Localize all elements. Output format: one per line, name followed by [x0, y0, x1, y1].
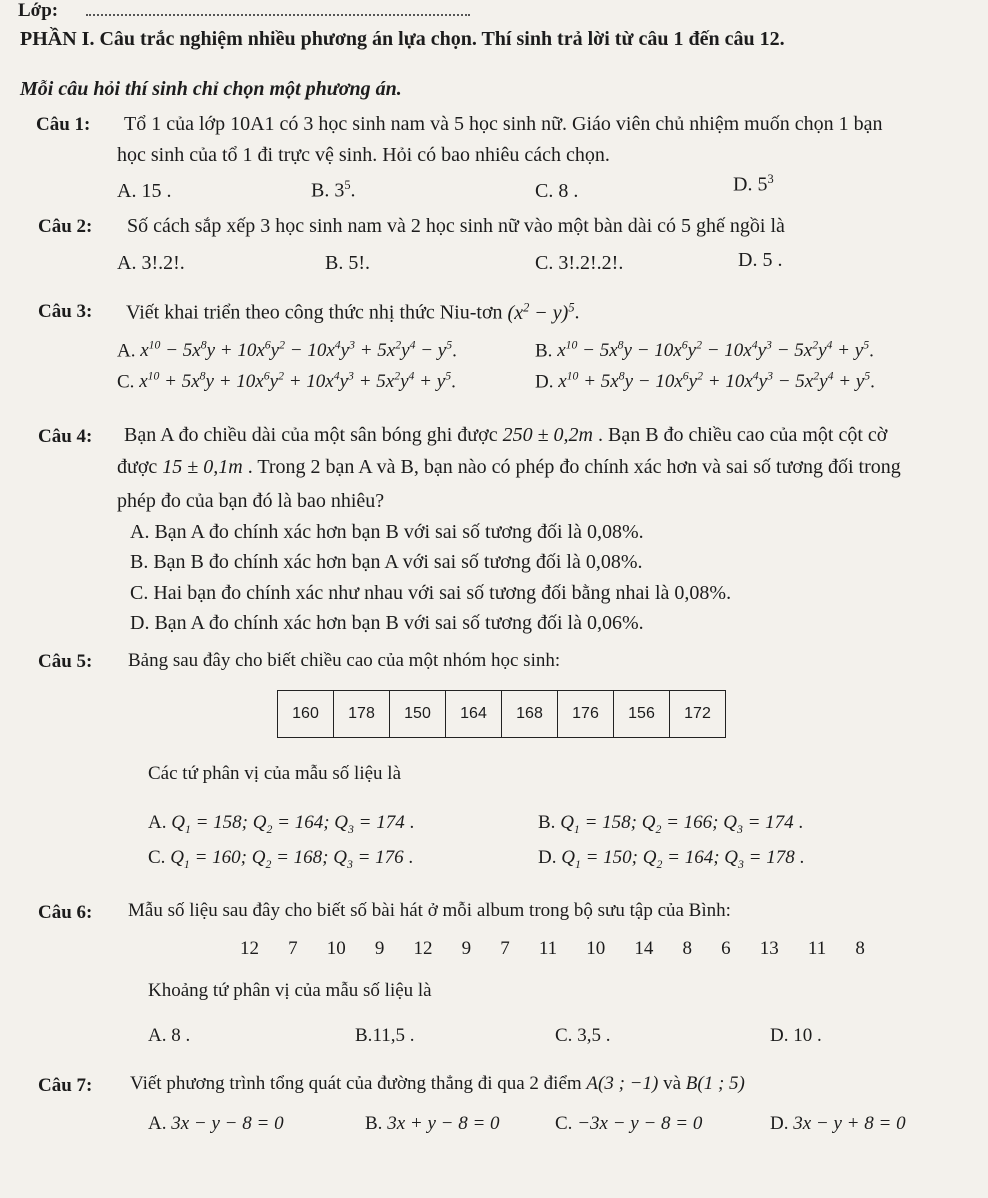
data-value: 8 — [855, 938, 865, 959]
q6-option-c: C. 3,5 . — [555, 1025, 611, 1046]
q6-option-a: A. 8 . — [148, 1025, 191, 1046]
table-cell: 156 — [614, 691, 670, 738]
table-cell: 164 — [446, 691, 502, 738]
q2-option-c: C. 3!.2!.2!. — [535, 252, 624, 274]
table-cell: 160 — [278, 691, 334, 738]
data-value: 11 — [807, 938, 827, 959]
part-subtitle: Mỗi câu hỏi thí sinh chỉ chọn một phương án. — [20, 78, 402, 100]
q7-option-a: A. 3x − y − 8 = 0 — [148, 1113, 284, 1134]
data-value: 12 — [240, 938, 259, 959]
q3-label: Câu 3: — [38, 301, 93, 322]
q5-option-c: C. $Q_1 = 160$; $Q_2 = 168$; $Q_3 = 176$ . — [148, 847, 414, 871]
data-value: 9 — [461, 938, 472, 959]
q6-text: Mẫu số liệu sau đây cho biết số bài hát ở mỗi album trong bộ sưu tập của Bình: — [128, 900, 731, 921]
data-value: 12 — [413, 938, 433, 959]
q1-option-b: B. $3^5$. — [311, 178, 356, 202]
q3-option-c: C. $x^{10} + 5x^8y + 10x^6y^2 + 10x^4y^3 + 5x^2y^4 + y^5$. — [117, 370, 456, 393]
q6-option-b: B.11,5 . — [355, 1025, 415, 1046]
name-blank-line — [86, 14, 470, 16]
data-value: 11 — [538, 938, 558, 959]
q5-option-d: D. $Q_1 = 150$; $Q_2 = 164$; $Q_3 = 178$ . — [538, 847, 805, 871]
q7-text: Viết phương trình tổng quát của đường thẳng đi qua 2 điểm A(3 ; −1) và B(1 ; 5) — [130, 1073, 745, 1094]
q5-text: Bảng sau đây cho biết chiều cao của một nhóm học sinh: — [128, 650, 561, 671]
table-cell: 172 — [670, 691, 726, 738]
q1-option-c: C. 8 . — [535, 180, 579, 202]
data-value: 7 — [500, 938, 510, 959]
q5-option-b: B. $Q_1 = 158$; $Q_2 = 166$; $Q_3 = 174$ . — [538, 812, 804, 836]
data-value: 14 — [634, 938, 654, 959]
data-value: 7 — [288, 938, 298, 959]
q1-label: Câu 1: — [36, 114, 91, 135]
q4-text-line1: Bạn A đo chiều dài của một sân bóng ghi được 250 ± 0,2m . Bạn B đo chiều cao của một cột cờ — [124, 424, 888, 446]
q3-option-b: B. $x^{10} - 5x^8y - 10x^6y^2 - 10x^4y^3 - 5x^2y^4 + y^5$. — [535, 339, 874, 362]
q1-text-line1: Tổ 1 của lớp 10A1 có 3 học sinh nam và 5 học sinh nữ. Giáo viên chủ nhiệm muốn chọn 1 bạn — [124, 113, 883, 135]
q1-text-line2: học sinh của tổ 1 đi trực vệ sinh. Hỏi có bao nhiêu cách chọn. — [117, 144, 610, 166]
data-value: 8 — [682, 938, 693, 959]
data-value: 6 — [721, 938, 731, 959]
q4-option-a: A. Bạn A đo chính xác hơn bạn B với sai số tương đối là 0,08%. — [130, 521, 644, 543]
data-value: 10 — [586, 938, 606, 959]
q3-text: Viết khai triển theo công thức nhị thức Niu-tơn $(x^2 - y)^5$. — [126, 300, 580, 324]
q5-text-line2: Các tứ phân vị của mẫu số liệu là — [148, 763, 402, 784]
height-table — [277, 690, 726, 738]
q4-option-b: B. Bạn B đo chính xác hơn bạn A với sai số tương đối là 0,08%. — [130, 551, 643, 573]
q2-text: Số cách sắp xếp 3 học sinh nam và 2 học sinh nữ vào một bàn dài có 5 ghế ngồi là — [127, 215, 785, 237]
q7-option-d: D. 3x − y + 8 = 0 — [770, 1113, 906, 1134]
q2-option-d: D. 5 . — [738, 249, 783, 271]
q5-label: Câu 5: — [38, 651, 93, 672]
q1-option-d: D. $5^3$ — [733, 172, 774, 196]
q7-label: Câu 7: — [38, 1075, 93, 1096]
part-title: PHẦN I. Câu trắc nghiệm nhiều phương án lựa chọn. Thí sinh trả lời từ câu 1 đến câu 12. — [20, 28, 785, 50]
table-cell: 178 — [334, 691, 390, 738]
table-cell: 150 — [390, 691, 446, 738]
q7-option-b: B. 3x + y − 8 = 0 — [365, 1113, 500, 1134]
table-row — [278, 691, 726, 738]
data-value: 9 — [374, 938, 385, 959]
q6-data-row — [240, 938, 865, 960]
q4-option-c: C. Hai bạn đo chính xác như nhau với sai số tương đối bằng nhai là 0,08%. — [130, 582, 732, 604]
q6-option-d: D. 10 . — [770, 1025, 822, 1046]
class-label: Lớp: — [18, 0, 59, 21]
q3-option-d: D. $x^{10} + 5x^8y - 10x^6y^2 + 10x^4y^3 - 5x^2y^4 + y^5$. — [535, 370, 875, 393]
q5-option-a: A. $Q_1 = 158$; $Q_2 = 164$; $Q_3 = 174$ . — [148, 812, 415, 836]
q4-label: Câu 4: — [38, 426, 93, 447]
q6-text-line2: Khoảng tứ phân vị của mẫu số liệu là — [148, 980, 432, 1001]
q2-option-a: A. 3!.2!. — [117, 252, 185, 274]
data-value: 10 — [326, 938, 346, 959]
table-cell: 168 — [502, 691, 558, 738]
q6-label: Câu 6: — [38, 902, 93, 923]
q4-text-line3: phép đo của bạn đó là bao nhiêu? — [117, 490, 385, 512]
q7-option-c: C. −3x − y − 8 = 0 — [555, 1113, 703, 1134]
data-value: 13 — [759, 938, 779, 959]
q2-option-b: B. 5!. — [325, 252, 371, 274]
q3-option-a: A. $x^{10} - 5x^8y + 10x^6y^2 - 10x^4y^3 + 5x^2y^4 - y^5$. — [117, 339, 457, 362]
table-cell: 176 — [558, 691, 614, 738]
q2-label: Câu 2: — [38, 216, 93, 237]
q4-text-line2: được 15 ± 0,1m . Trong 2 bạn A và B, bạn nào có phép đo chính xác hơn và sai số tương đối trong — [117, 456, 901, 478]
q4-option-d: D. Bạn A đo chính xác hơn bạn B với sai số tương đối là 0,06%. — [130, 612, 644, 634]
q1-option-a: A. 15 . — [117, 180, 172, 202]
